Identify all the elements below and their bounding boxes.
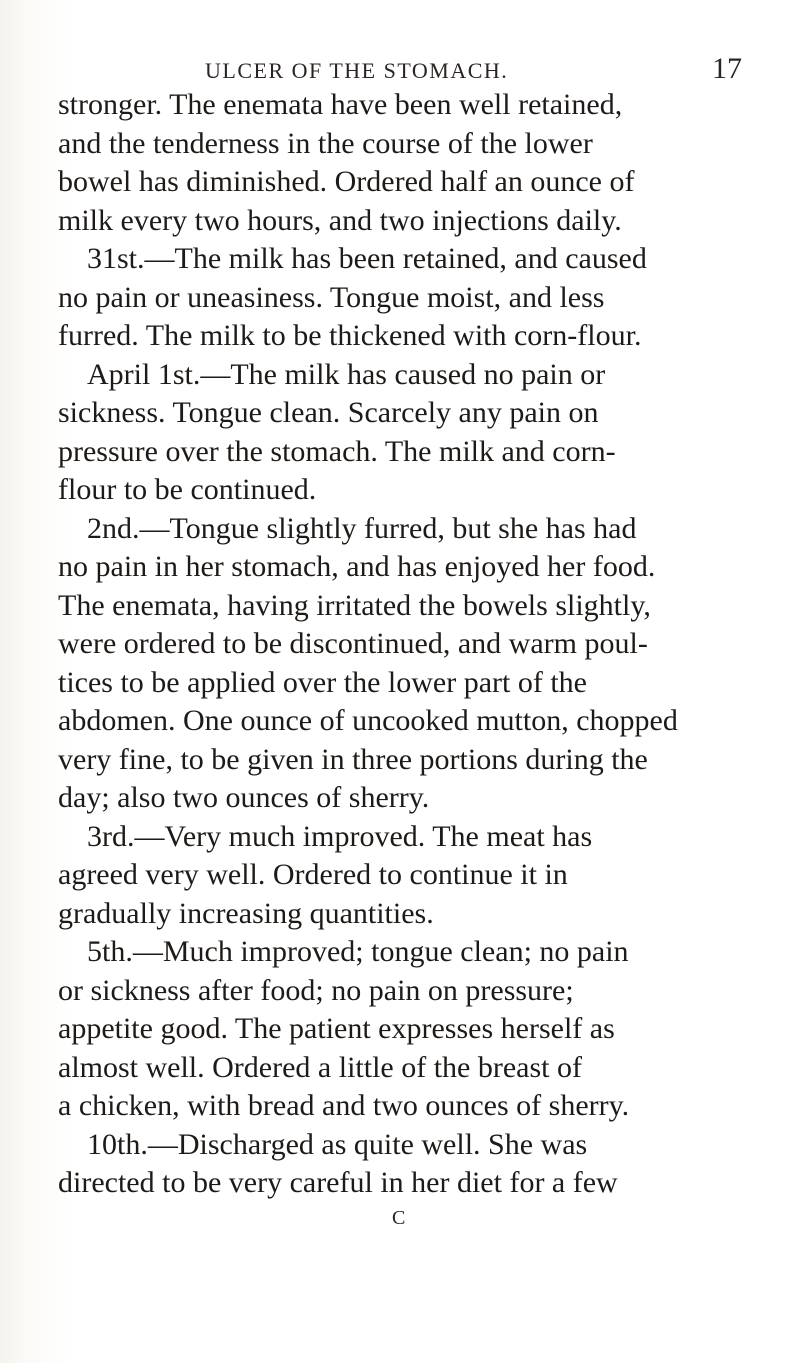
text-line: gradually increasing quantities. [58, 896, 434, 930]
text-line: no pain or uneasiness. Tongue moist, and less [58, 280, 605, 314]
text-line: flour to be continued. [58, 473, 317, 506]
text-line: stronger. The enemata have been well retained, [58, 88, 623, 121]
text-line: very fine, to be given in three portions during the [58, 742, 648, 776]
page-number: 17 [712, 52, 742, 85]
text-line: milk every two hours, and two injections daily. [58, 203, 622, 237]
text-line: 2nd.—Tongue slightly furred, but she has had [87, 511, 637, 545]
text-line: directed to be very careful in her diet for a few [58, 1166, 618, 1199]
text-line: 5th.—Much improved; tongue clean; no pain [87, 935, 629, 968]
text-line: 31st.—The milk has been retained, and caused [87, 242, 647, 275]
text-line: agreed very well. Ordered to continue it in [58, 858, 568, 891]
text-line: a chicken, with bread and two ounces of sherry. [58, 1089, 630, 1122]
text-line: pressure over the stomach. The milk and corn- [58, 434, 616, 468]
text-line: tices to be applied over the lower part of the [58, 665, 587, 699]
signature-mark: C [392, 1207, 406, 1229]
text-line: or sickness after food; no pain on pressure; [58, 973, 574, 1007]
body-text [58, 86, 678, 1203]
text-line: sickness. Tongue clean. Scarcely any pain on [58, 396, 599, 429]
text-line: furred. The milk to be thickened with corn-flour. [58, 319, 642, 352]
text-line: bowel has diminished. Ordered half an ounce of [58, 165, 635, 198]
text-line: and the tenderness in the course of the lower [58, 126, 593, 160]
text-line: April 1st.—The milk has caused no pain or [87, 357, 606, 391]
text-line: The enemata, having irritated the bowels slightly, [58, 588, 651, 622]
text-line: appetite good. The patient expresses herself as [58, 1012, 615, 1045]
text-line: almost well. Ordered a little of the breast of [58, 1050, 582, 1084]
text-line: day; also two ounces of sherry. [58, 781, 430, 814]
text-line: abdomen. One ounce of uncooked mutton, chopped [58, 704, 678, 737]
text-line: 10th.—Discharged as quite well. She was [87, 1127, 588, 1161]
text-line: 3rd.—Very much improved. The meat has [87, 819, 593, 853]
running-head: ULCER OF THE STOMACH. [205, 58, 509, 83]
text-line: were ordered to be discontinued, and warm poul- [58, 627, 648, 660]
text-line: no pain in her stomach, and has enjoyed her food. [58, 550, 656, 583]
